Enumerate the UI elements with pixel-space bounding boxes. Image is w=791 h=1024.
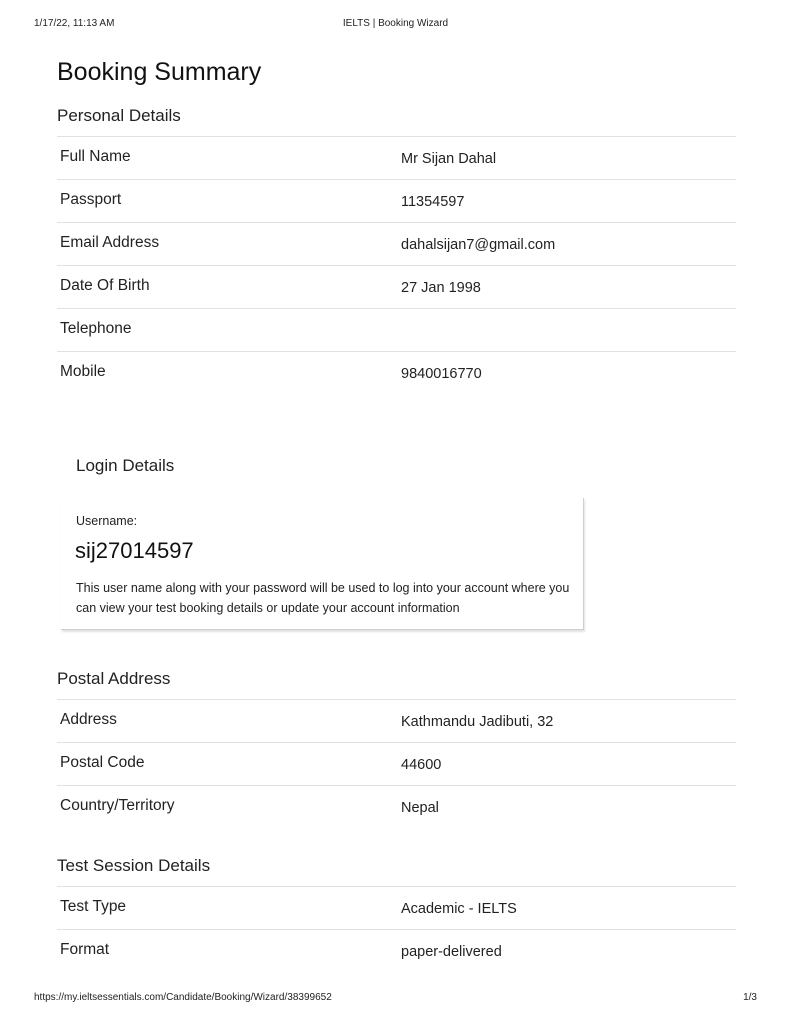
table-row-country [57, 786, 736, 828]
table-row-telephone [57, 309, 736, 352]
mobile-value: 9840016770 [401, 366, 482, 382]
table-row-date-of-birth [57, 266, 736, 309]
username-note: This user name along with your password will be used to log into your account where you can view your test booking details or update your account information [76, 581, 570, 615]
print-datetime: 1/17/22, 11:13 AM [34, 18, 115, 29]
table-row-postal-code [57, 743, 736, 786]
username-label: Username: [76, 514, 138, 528]
print-page-title: IELTS | Booking Wizard [342, 18, 449, 29]
username-value: sij27014597 [75, 538, 194, 563]
passport-value: 11354597 [401, 194, 465, 210]
table-row-address [57, 700, 736, 743]
login-details-heading: Login Details [76, 456, 175, 475]
email-value: dahalsijan7@gmail.com [401, 237, 556, 253]
full-name-label: Full Name [60, 148, 131, 165]
postal-code-value: 44600 [401, 757, 442, 773]
test-type-value: Academic - IELTS [401, 901, 517, 917]
country-value: Nepal [401, 800, 439, 816]
table-row-passport [57, 180, 736, 223]
format-label: Format [60, 941, 110, 958]
postal-address-heading: Postal Address [57, 669, 171, 688]
print-header [34, 18, 757, 32]
date-of-birth-label: Date Of Birth [60, 277, 150, 294]
table-row-full-name [57, 137, 736, 180]
mobile-label: Mobile [60, 363, 106, 380]
postal-code-label: Postal Code [60, 754, 145, 771]
telephone-label: Telephone [60, 320, 132, 337]
postal-address-table [57, 699, 736, 828]
table-row-test-type [57, 887, 736, 930]
format-value: paper-delivered [401, 944, 502, 960]
table-row-mobile [57, 352, 736, 394]
date-of-birth-value: 27 Jan 1998 [401, 280, 481, 296]
page-title: Booking Summary [57, 58, 262, 86]
table-row-email [57, 223, 736, 266]
full-name-value: Mr Sijan Dahal [401, 151, 497, 167]
login-details-card [61, 498, 584, 630]
test-session-heading: Test Session Details [57, 856, 211, 875]
table-row-format [57, 930, 736, 972]
country-label: Country/Territory [60, 797, 175, 814]
address-value: Kathmandu Jadibuti, 32 [401, 714, 554, 730]
test-session-table [57, 886, 736, 972]
personal-details-heading: Personal Details [57, 106, 181, 125]
email-label: Email Address [60, 234, 160, 251]
personal-details-table [57, 136, 736, 394]
address-label: Address [60, 711, 117, 728]
test-type-label: Test Type [60, 898, 127, 915]
print-page-number: 1/3 [743, 992, 757, 1003]
print-url: https://my.ieltsessentials.com/Candidate/Booking/Wizard/38399652 [34, 992, 332, 1003]
print-footer [34, 992, 757, 1006]
passport-label: Passport [60, 191, 122, 208]
